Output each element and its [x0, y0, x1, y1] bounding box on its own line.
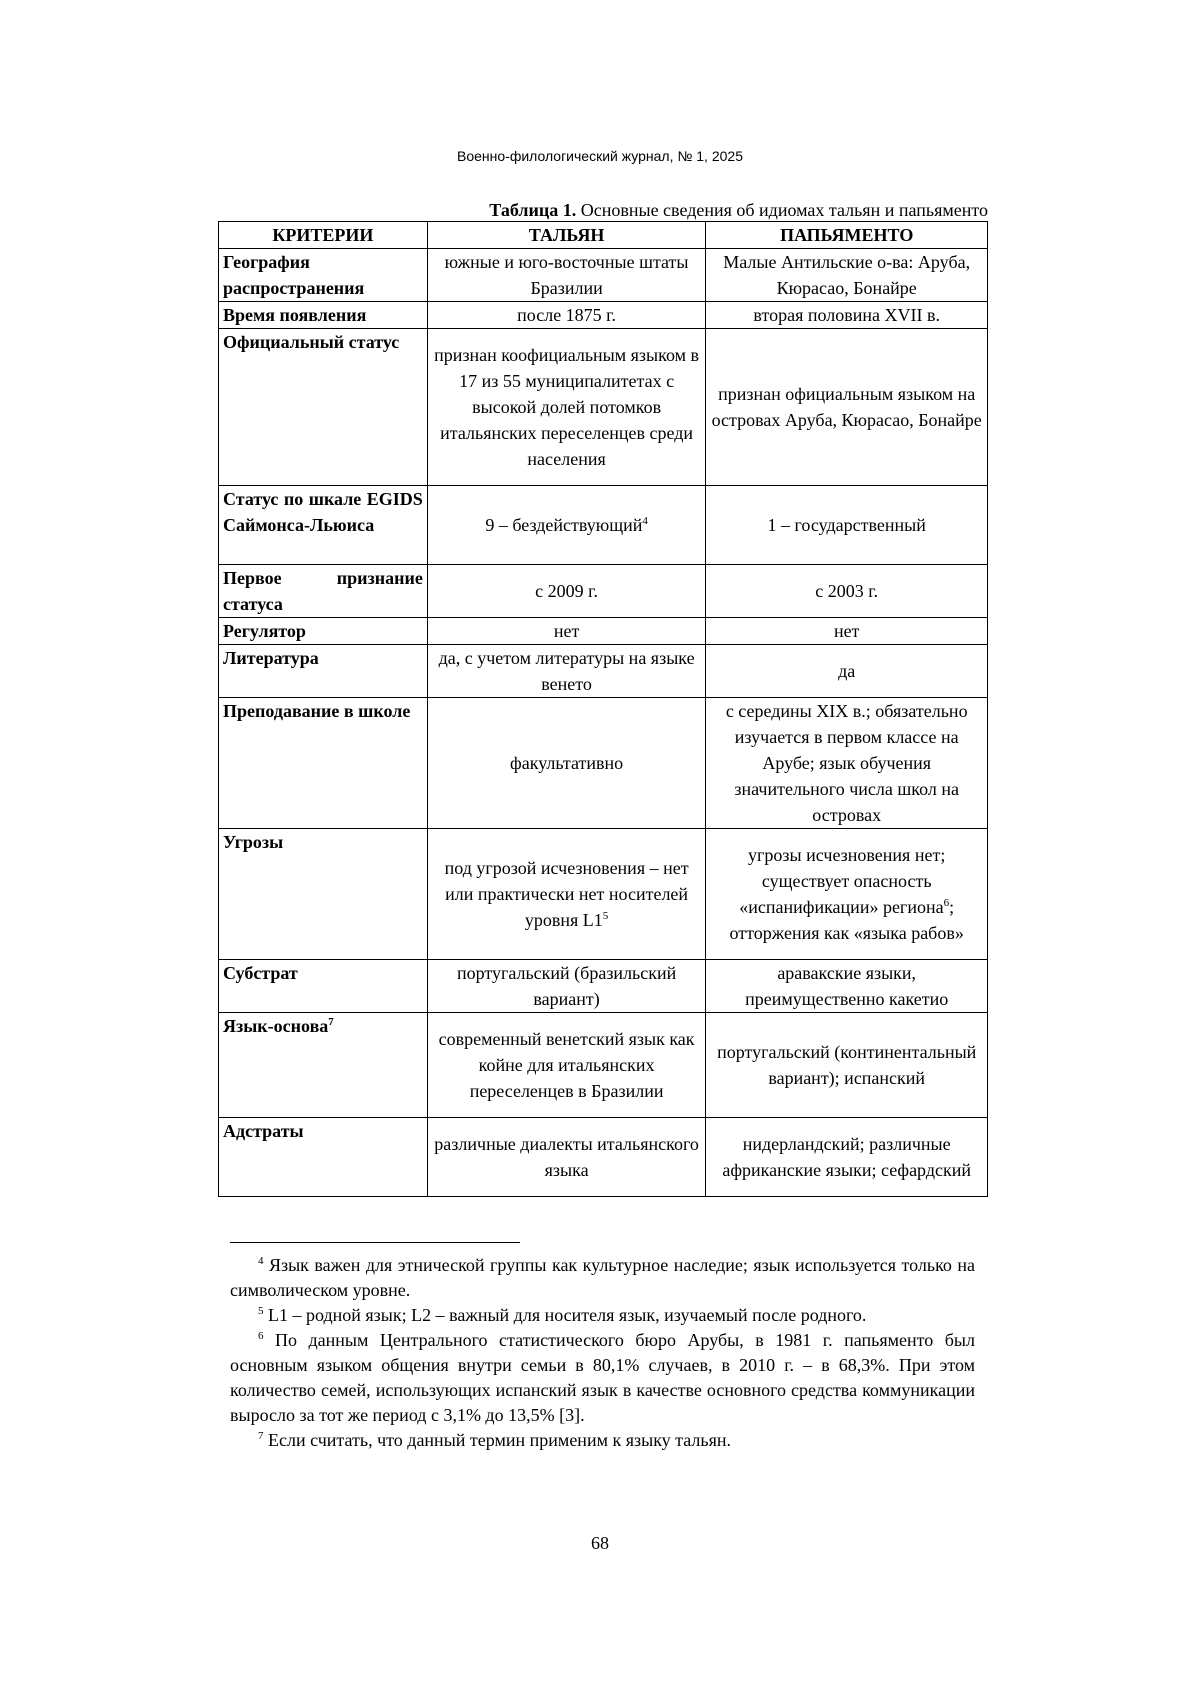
table-row [219, 329, 988, 486]
talian-cell [427, 486, 706, 565]
footnote [230, 1328, 975, 1428]
talian-cell: южные и юго-восточные штаты Бразилии [427, 249, 706, 302]
criterion-cell: География распространения [219, 249, 428, 302]
footnote-separator [230, 1242, 520, 1243]
table-row [219, 249, 988, 302]
footnote-text: Если считать, что данный термин применим к языку тальян. [268, 1430, 732, 1450]
running-head: Военно-филологический журнал, № 1, 2025 [457, 148, 743, 164]
table-row [219, 645, 988, 698]
talian-cell [427, 829, 706, 960]
footnote-number: 5 [258, 1305, 264, 1317]
footnote [230, 1428, 975, 1453]
criterion-cell: Первое признание статуса [219, 565, 428, 618]
papiamento-cell: признан официальным языком на островах Аруба, Кюрасао, Бонайре [706, 329, 988, 486]
table-caption-text: Основные сведения об идиомах тальян и папьяменто [580, 200, 988, 220]
criterion-cell: Регулятор [219, 618, 428, 645]
footnote-ref: 6 [943, 897, 950, 909]
talian-text: под угрозой исчезновения – нет или практически нет носителей уровня L1 [444, 858, 689, 930]
talian-cell: факультативно [427, 698, 706, 829]
papiamento-cell: аравакские языки, преимущественно какетио [706, 960, 988, 1013]
table-row [219, 1013, 988, 1118]
table-caption [218, 199, 988, 221]
footnote [230, 1253, 975, 1303]
talian-cell: португальский (бразильский вариант) [427, 960, 706, 1013]
page-number: 68 [591, 1533, 609, 1553]
papiamento-cell: нет [706, 618, 988, 645]
papiamento-cell [706, 829, 988, 960]
table-row [219, 960, 988, 1013]
header-talian: ТАЛЬЯН [427, 222, 706, 249]
criterion-cell: Статус по шкале EGIDS Саймонса-Льюиса [219, 486, 428, 565]
criteria-table [218, 221, 988, 1197]
table-row [219, 565, 988, 618]
table-row [219, 302, 988, 329]
footnote-number: 4 [258, 1255, 264, 1267]
footnote-number: 6 [258, 1330, 264, 1342]
criterion-cell: Субстрат [219, 960, 428, 1013]
criterion-cell: Литература [219, 645, 428, 698]
footnotes [230, 1253, 975, 1453]
table-row [219, 486, 988, 565]
footnote-ref: 5 [602, 910, 609, 922]
footnote-text: Язык важен для этнической группы как культурное наследие; язык используется только на символическом уровне. [230, 1255, 975, 1300]
papiamento-cell: с середины XIX в.; обязательно изучается в первом классе на Арубе; язык обучения значительного числа школ на островах [706, 698, 988, 829]
papiamento-cell: да [706, 645, 988, 698]
footnote-ref: 4 [642, 515, 648, 527]
talian-cell: признан коофициальным языком в 17 из 55 муниципалитетах с высокой долей потомков итальянских переселенцев среди населения [427, 329, 706, 486]
papiamento-cell: 1 – государственный [706, 486, 988, 565]
header-criteria: КРИТЕРИИ [219, 222, 428, 249]
papiamento-cell: вторая половина XVII в. [706, 302, 988, 329]
footnote-ref: 7 [328, 1016, 334, 1028]
criterion-cell: Официальный статус [219, 329, 428, 486]
papiamento-cell: португальский (континентальный вариант); испанский [706, 1013, 988, 1118]
talian-cell: с 2009 г. [427, 565, 706, 618]
talian-cell: различные диалекты итальянского языка [427, 1118, 706, 1197]
papiamento-cell: с 2003 г. [706, 565, 988, 618]
footnote-number: 7 [258, 1430, 264, 1442]
criterion-cell [219, 1013, 428, 1118]
criterion-cell: Преподавание в школе [219, 698, 428, 829]
table-row [219, 698, 988, 829]
talian-cell: после 1875 г. [427, 302, 706, 329]
talian-cell: современный венетский язык как койне для итальянских переселенцев в Бразилии [427, 1013, 706, 1118]
papiamento-cell: Малые Антильские о-ва: Аруба, Кюрасао, Бонайре [706, 249, 988, 302]
table-row [219, 618, 988, 645]
criterion-text: Язык-основа [223, 1016, 329, 1036]
papiamento-text: угрозы исчезновения нет; существует опасность «испанификации» региона [739, 845, 946, 917]
talian-cell: нет [427, 618, 706, 645]
footnote [230, 1303, 975, 1328]
table-row [219, 829, 988, 960]
header-papiamento: ПАПЬЯМЕНТО [706, 222, 988, 249]
table-header-row [219, 222, 988, 249]
footnote-text: По данным Центрального статистического бюро Арубы, в 1981 г. папьяменто был основным языком общения внутри семьи в 80,1% случаев, в 2010 г. – в 68,3%. При этом количество семей, использующих испанский язык в качестве основного средства коммуникации выросло за тот же период с 3,1% до 13,5% [3]. [230, 1330, 976, 1425]
footnote-text: L1 – родной язык; L2 – важный для носителя язык, изучаемый после родного. [268, 1305, 867, 1325]
table-row [219, 1118, 988, 1197]
criterion-cell: Время появления [219, 302, 428, 329]
talian-cell: да, с учетом литературы на языке венето [427, 645, 706, 698]
talian-text: 9 – бездействующий [485, 515, 643, 535]
table-caption-label: Таблица 1. [489, 200, 577, 220]
papiamento-cell: нидерландский; различные африканские языки; сефардский [706, 1118, 988, 1197]
papiamento-text-tail: ; отторжения как «языка рабов» [729, 897, 964, 943]
criterion-cell: Угрозы [219, 829, 428, 960]
criterion-cell: Адстраты [219, 1118, 428, 1197]
